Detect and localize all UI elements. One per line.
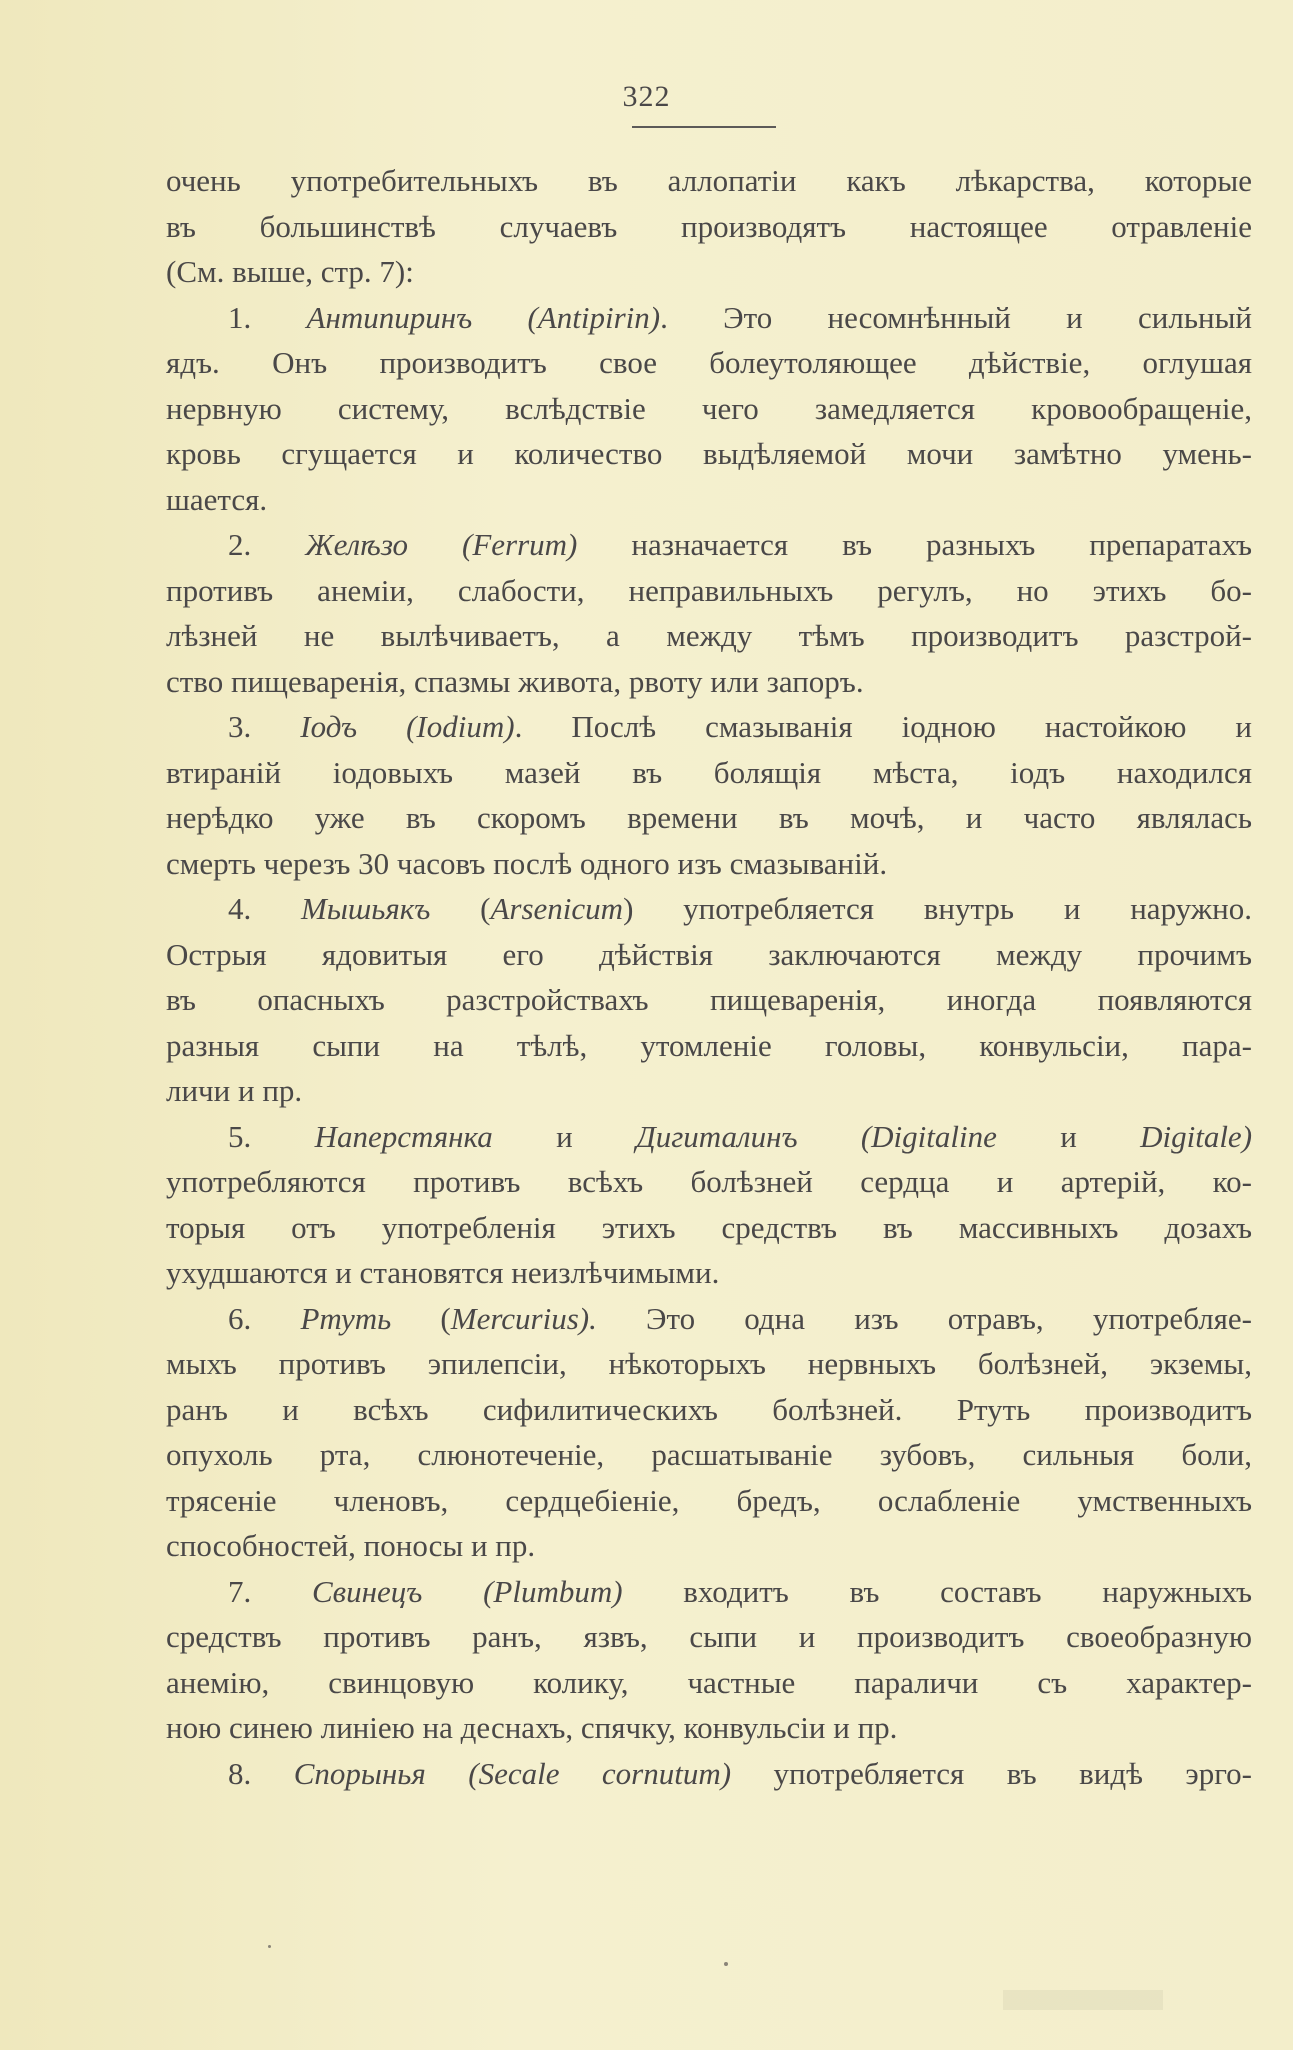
- text-line: [166, 386, 1252, 432]
- text-line: [166, 1250, 1252, 1296]
- text-run: 5.: [228, 1118, 315, 1154]
- text-run: ) употребляется внутрь и наружно.: [623, 891, 1253, 926]
- text-run: 1.: [228, 299, 307, 335]
- text-run: нерѣдко уже въ скоромъ времени въ мочѣ, и часто являлась: [166, 800, 1252, 835]
- text-line: [166, 886, 1252, 932]
- text-run: и: [492, 1118, 636, 1154]
- text-run: . Это несомнѣнный и сильный: [660, 299, 1252, 335]
- text-line: [166, 1296, 1252, 1342]
- text-line: [166, 295, 1252, 341]
- header-rule: [632, 126, 776, 128]
- italic-term: Мышьякъ: [301, 891, 431, 926]
- text-run: употребляется въ видѣ эрго-: [731, 1755, 1252, 1791]
- text-run: ною синею линіею на деснахъ, спячку, конвульсіи и пр.: [166, 1710, 898, 1745]
- text-run: опухоль рта, слюнотеченіе, расшатываніе зубовъ, сильныя боли,: [166, 1437, 1252, 1472]
- italic-term: Arsenicum: [490, 891, 624, 926]
- text-run: анемію, свинцовую колику, частные параличи съ характер-: [166, 1664, 1252, 1700]
- italic-term: Свинецъ (Plumbum): [311, 1573, 623, 1609]
- text-run: торыя отъ употребленія этихъ средствъ въ массивныхъ дозахъ: [166, 1209, 1252, 1245]
- text-run: (: [430, 891, 491, 926]
- text-line: [166, 1159, 1252, 1205]
- text-run: нервную систему, вслѣдствіе чего замедляется кровообращеніе,: [166, 390, 1252, 426]
- italic-term: Наперстянка: [314, 1118, 493, 1154]
- text-run: Это одна изъ отравъ, употребляе-: [596, 1300, 1253, 1336]
- text-run: входитъ въ составъ наружныхъ: [622, 1573, 1252, 1609]
- text-run: способностей, поносы и пр.: [166, 1528, 536, 1563]
- page-number: 322: [622, 80, 671, 113]
- text-run: ядъ. Онъ производитъ свое болеутоляющее дѣйствіе, оглушая: [166, 345, 1252, 380]
- text-line: [166, 841, 1252, 887]
- italic-term: Желѣзо (Ferrum): [305, 527, 578, 562]
- text-run: 2.: [228, 527, 306, 562]
- italic-term: Дигиталинъ (Digitaline: [635, 1118, 997, 1154]
- text-run: разныя сыпи на тѣлѣ, утомленіе головы, конвульсіи, пара-: [166, 1027, 1252, 1063]
- text-line: [166, 1068, 1252, 1114]
- text-run: смерть черезъ 30 часовъ послѣ одного изъ смазываній.: [166, 845, 888, 881]
- text-line: [166, 1387, 1252, 1433]
- text-run: употребляются противъ всѣхъ болѣзней сердца и артерій, ко-: [166, 1164, 1252, 1199]
- text-line: [166, 1569, 1252, 1615]
- text-run: противъ анеміи, слабости, неправильныхъ регулъ, но этихъ бо-: [166, 572, 1252, 608]
- text-run: кровь сгущается и количество выдѣляемой мочи замѣтно умень-: [166, 436, 1252, 471]
- text-run: Острыя ядовитыя его дѣйствія заключаются между прочимъ: [166, 936, 1252, 972]
- text-line: [166, 431, 1252, 477]
- text-run: трясеніе членовъ, сердцебіеніе, бредъ, ослабленіе умственныхъ: [166, 1482, 1252, 1518]
- italic-term: Спорынья (Secale cornutum): [293, 1755, 732, 1791]
- text-line: [166, 1114, 1252, 1160]
- text-line: [166, 158, 1252, 204]
- text-line: [166, 568, 1252, 614]
- text-run: 6.: [228, 1300, 301, 1336]
- text-line: [166, 932, 1252, 978]
- text-line: [166, 1660, 1252, 1706]
- text-run: шается.: [166, 481, 268, 517]
- text-run: (См. выше, стр. 7):: [166, 254, 414, 289]
- text-line: [166, 1705, 1252, 1751]
- body-text: [166, 158, 1252, 1796]
- text-line: [166, 1432, 1252, 1478]
- italic-term: Mercurius).: [450, 1300, 597, 1336]
- text-line: [166, 477, 1252, 523]
- text-line: [166, 795, 1252, 841]
- text-line: [166, 1205, 1252, 1251]
- text-run: 7.: [228, 1573, 312, 1609]
- text-run: средствъ противъ ранъ, язвъ, сыпи и производитъ своеобразную: [166, 1619, 1252, 1654]
- text-line: [166, 522, 1252, 568]
- text-line: [166, 1614, 1252, 1660]
- text-run: ство пищеваренія, спазмы живота, рвоту или запоръ.: [166, 663, 864, 699]
- text-run: ухудшаются и становятся неизлѣчимыми.: [166, 1255, 720, 1290]
- italic-term: Ртуть: [300, 1300, 392, 1336]
- text-line: [166, 750, 1252, 796]
- text-line: [166, 1023, 1252, 1069]
- italic-term: Digitale): [1140, 1118, 1253, 1154]
- text-run: 4.: [228, 891, 302, 926]
- paper-speck: [724, 1962, 728, 1966]
- text-line: [166, 1751, 1252, 1797]
- text-run: въ опасныхъ разстройствахъ пищеваренія, иногда появляются: [166, 982, 1252, 1017]
- text-run: . Послѣ смазыванія іодною настойкою и: [514, 709, 1253, 744]
- text-run: (: [391, 1300, 451, 1336]
- text-line: [166, 613, 1252, 659]
- paper-speck: [268, 1945, 271, 1948]
- italic-term: Антипиринъ (Antipirin): [306, 299, 661, 335]
- text-line: [166, 704, 1252, 750]
- text-run: 3.: [228, 709, 301, 744]
- text-line: [166, 659, 1252, 705]
- text-run: ранъ и всѣхъ сифилитическихъ болѣзней. Ртуть производитъ: [166, 1391, 1252, 1427]
- text-line: [166, 249, 1252, 295]
- text-line: [166, 1523, 1252, 1569]
- italic-term: Іодъ (Iodium): [300, 709, 515, 744]
- text-run: 8.: [228, 1755, 294, 1791]
- text-line: [166, 1341, 1252, 1387]
- text-run: и: [996, 1118, 1141, 1154]
- text-line: [166, 1478, 1252, 1524]
- text-line: [166, 204, 1252, 250]
- text-run: очень употребительныхъ въ аллопатіи какъ лѣкарства, которые: [166, 163, 1252, 198]
- text-run: назначается въ разныхъ препаратахъ: [577, 527, 1252, 562]
- text-line: [166, 340, 1252, 386]
- text-run: мыхъ противъ эпилепсіи, нѣкоторыхъ нервныхъ болѣзней, экземы,: [166, 1346, 1252, 1381]
- text-line: [166, 977, 1252, 1023]
- text-run: лѣзней не вылѣчиваетъ, а между тѣмъ производитъ разстрой-: [166, 618, 1252, 653]
- text-run: въ большинствѣ случаевъ производятъ настоящее отравленіе: [166, 208, 1252, 244]
- text-run: втираній іодовыхъ мазей въ болящія мѣста, іодъ находился: [166, 754, 1252, 790]
- text-run: личи и пр.: [166, 1073, 303, 1108]
- bleed-through-mark: [1003, 1990, 1163, 2010]
